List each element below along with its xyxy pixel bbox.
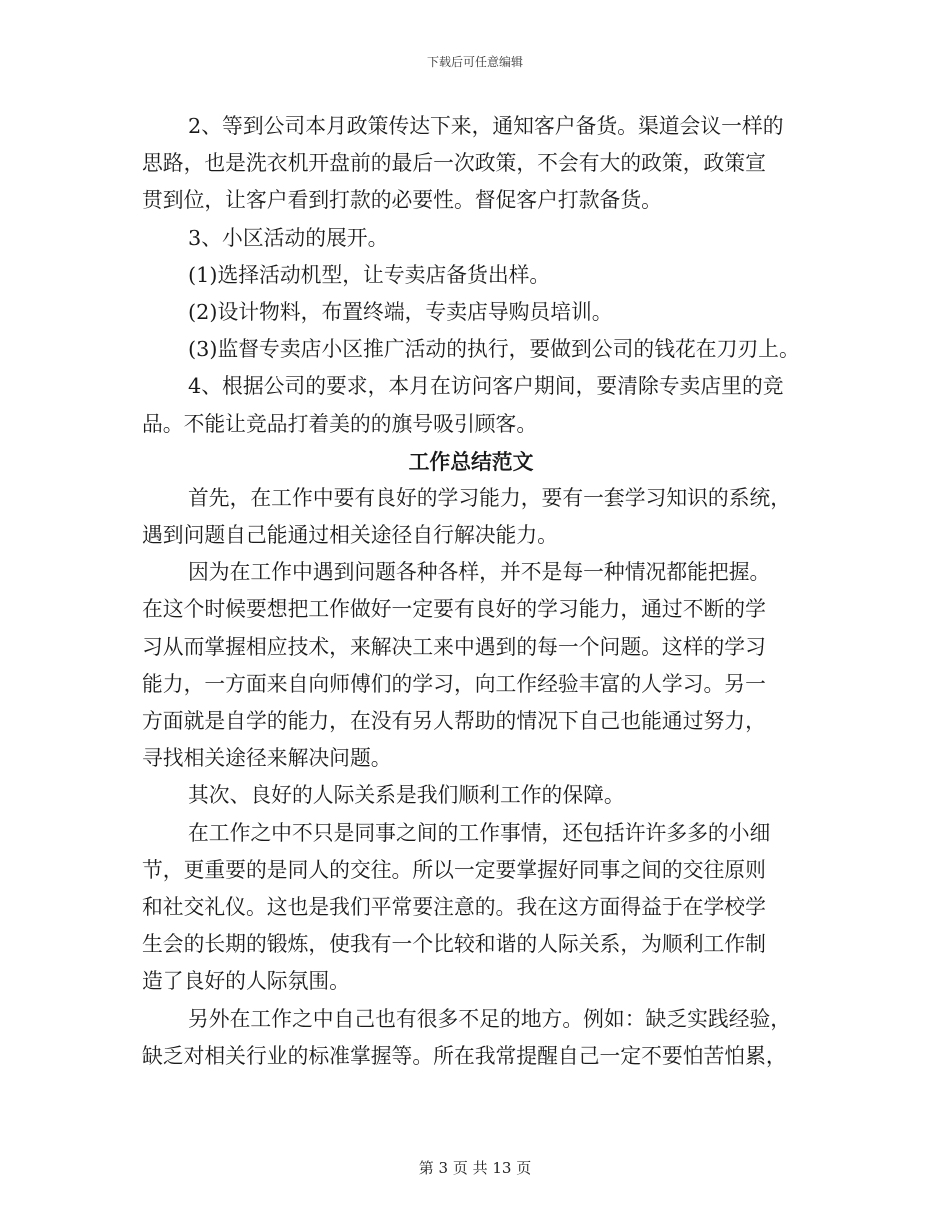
paragraph-line: 另外在工作之中自己也有很多不足的地方。例如：缺乏实践经验， xyxy=(188,1006,792,1031)
paragraph-line: 在工作之中不只是同事之间的工作事情，还包括许许多多的小细 xyxy=(188,820,771,845)
paragraph-line: 造了良好的人际氛围。 xyxy=(142,969,350,994)
page-header: 下载后可任意编辑 xyxy=(426,55,523,69)
document-body xyxy=(142,108,832,1075)
page-number: 第 3 页 共 13 页 xyxy=(418,1159,532,1177)
paragraph-line: 缺乏对相关行业的标准掌握等。所在我常提醒自己一定不要怕苦怕累， xyxy=(142,1043,787,1068)
paragraph-line: 寻找相关途径来解决问题。 xyxy=(142,746,392,771)
paragraph-line: 贯到位，让客户看到打款的必要性。督促客户打款备货。 xyxy=(142,188,662,213)
list-item-line: (3)监督专卖店小区推广活动的执行，要做到公司的钱花在刀刃上。 xyxy=(188,337,800,362)
paragraph-line: 4、根据公司的要求，本月在访问客户期间，要清除专卖店里的竞 xyxy=(188,374,784,399)
paragraph-line: 因为在工作中遇到问题各种各样，并不是每一种情况都能把握。 xyxy=(188,560,771,585)
list-item-line: (1)选择活动机型，让专卖店备货出样。 xyxy=(188,262,551,287)
section-heading: 工作总结范文 xyxy=(408,448,534,474)
paragraph-line: 在这个时候要想把工作做好一定要有良好的学习能力，通过不断的学 xyxy=(142,597,766,622)
paragraph-line: 首先，在工作中要有良好的学习能力，要有一套学习知识的系统， xyxy=(188,485,792,510)
paragraph-line: 2、等到公司本月政策传达下来，通知客户备货。渠道会议一样的 xyxy=(188,114,784,138)
paragraph-line: 3、小区活动的展开。 xyxy=(188,225,389,250)
paragraph-line: 品。不能让竞品打着美的的旗号吸引顾客。 xyxy=(142,411,538,436)
paragraph-line: 思路，也是洗衣机开盘前的最后一次政策，不会有大的政策，政策宣 xyxy=(142,151,766,176)
paragraph-line: 节，更重要的是同人的交往。所以一定要掌握好同事之间的交往原则 xyxy=(142,857,766,882)
paragraph-line: 生会的长期的锻炼，使我有一个比较和谐的人际关系，为顺利工作制 xyxy=(142,932,766,957)
paragraph-line: 和社交礼仪。这也是我们平常要注意的。我在这方面得益于在学校学 xyxy=(142,894,766,919)
paragraph-line: 遇到问题自己能通过相关途径自行解决能力。 xyxy=(142,523,558,548)
paragraph-line: 其次、良好的人际关系是我们顺利工作的保障。 xyxy=(188,783,625,808)
list-item-line: (2)设计物料，布置终端，专卖店导购员培训。 xyxy=(188,299,613,324)
paragraph-line: 能力，一方面来自向师傅们的学习，向工作经验丰富的人学习。另一 xyxy=(142,671,766,696)
paragraph-line: 方面就是自学的能力，在没有另人帮助的情况下自己也能通过努力， xyxy=(142,709,766,733)
paragraph-line: 习从而掌握相应技术，来解决工来中遇到的每一个问题。这样的学习 xyxy=(142,634,766,659)
